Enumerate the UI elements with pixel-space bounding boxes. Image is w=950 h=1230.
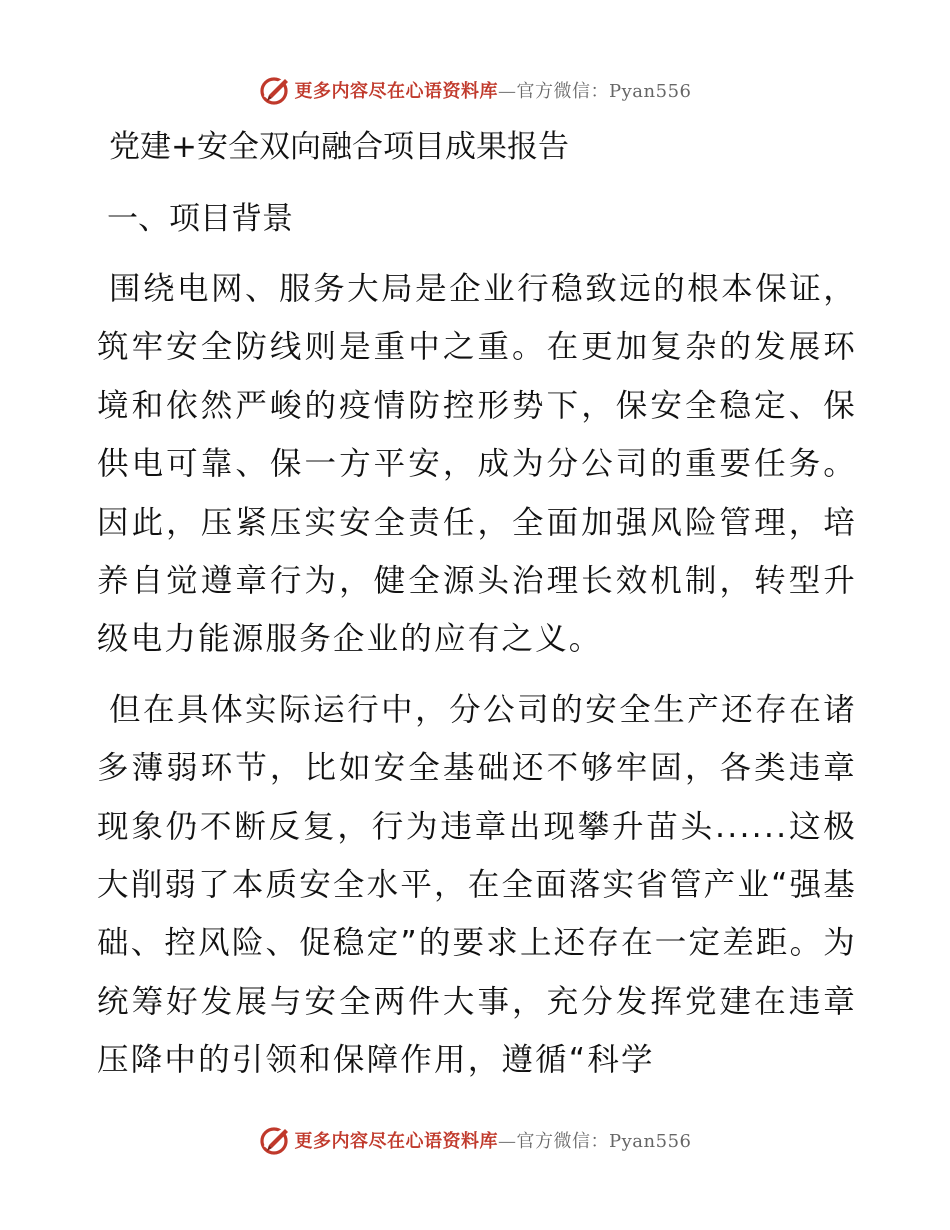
paragraph-2: 但在具体实际运行中，分公司的安全生产还存在诸多薄弱环节，比如安全基础还不够牢固，各类违章现象仍不断反复，行为违章出现攀升苗头......这极大削弱了本质安全水平，在全面落实省管产业“强基础、控风险、促稳定”的要求上还存在一定差距。为统筹好发展与安全两件大事，充分发挥党建在违章压降中的引领和保障作用，遵循“科学 — [97, 691, 857, 1079]
watermark-brand: 更多内容尽在心语资料库 — [294, 81, 499, 102]
watermark-contact: 官方微信：Pyan556 — [516, 1131, 692, 1152]
watermark-header — [0, 70, 950, 110]
watermark-footer — [0, 1120, 950, 1160]
paragraph-1: 围绕电网、服务大局是企业行稳致远的根本保证，筑牢安全防线则是重中之重。在更加复杂的发展环境和依然严峻的疫情防控形势下，保安全稳定、保供电可靠、保一方平安，成为分公司的重要任务。因此，压紧压实安全责任，全面加强风险管理，培养自觉遵章行为，健全源头治理长效机制，转型升级电力能源服务企业的应有之义。 — [97, 271, 857, 658]
watermark-text — [295, 1127, 692, 1153]
watermark-contact: 官方微信：Pyan556 — [516, 81, 692, 102]
watermark-separator: — — [498, 81, 517, 102]
watermark-separator: — — [498, 1131, 517, 1152]
document-title: 党建+安全双向融合项目成果报告 — [109, 129, 569, 165]
watermark-text — [295, 77, 692, 103]
watermark-brand: 更多内容尽在心语资料库 — [294, 1131, 499, 1152]
pen-swirl-icon — [259, 1123, 293, 1157]
document-body — [97, 118, 857, 1090]
pen-swirl-icon — [259, 73, 293, 107]
section-heading: 一、项目背景 — [107, 201, 293, 237]
